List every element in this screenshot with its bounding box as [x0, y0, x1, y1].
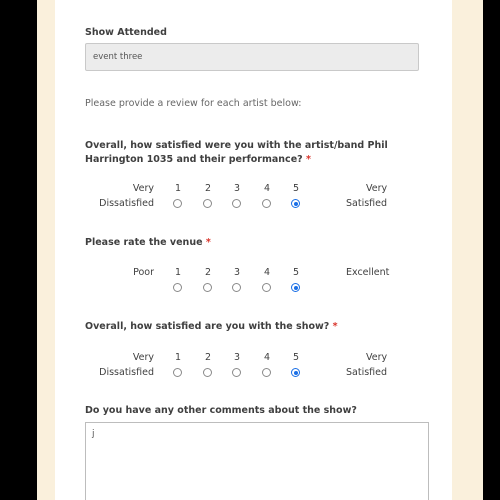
question-2-scale	[0, 265, 500, 299]
radio-q2-option-5[interactable]	[291, 283, 300, 292]
scale-number: 4	[263, 183, 271, 194]
comments-label: Do you have any other comments about the show?	[85, 405, 357, 416]
required-asterisk: *	[205, 237, 211, 248]
question-1-title-line2	[85, 152, 311, 167]
scale-left-label-2: Dissatisfied	[99, 198, 154, 209]
scale-number: 2	[204, 183, 212, 194]
radio-q3-option-4[interactable]	[262, 368, 271, 377]
required-asterisk: *	[332, 321, 338, 332]
question-1-line2: Harrington 1035 and their performance?	[85, 154, 303, 165]
scale-number: 1	[174, 352, 182, 363]
question-1-line1: Overall, how satisfied were you with the artist/band Phil	[85, 140, 388, 151]
question-3-line1: Overall, how satisfied are you with the show?	[85, 321, 330, 332]
question-3-title	[85, 319, 338, 334]
question-1-scale	[0, 181, 500, 215]
scale-left-label: Very	[132, 183, 154, 194]
scale-number: 1	[174, 183, 182, 194]
radio-q2-option-2[interactable]	[203, 283, 212, 292]
scale-right-label-2: Satisfied	[346, 367, 388, 378]
scale-left-label: Poor	[133, 267, 154, 278]
radio-q2-option-1[interactable]	[173, 283, 182, 292]
scale-number: 3	[233, 267, 241, 278]
radio-q1-option-3[interactable]	[232, 199, 241, 208]
scale-number: 4	[263, 267, 271, 278]
scale-right-label: Very	[366, 352, 388, 363]
scale-number: 1	[174, 267, 182, 278]
scale-number: 3	[233, 352, 241, 363]
scale-right-label: Very	[366, 183, 388, 194]
scale-number: 5	[292, 267, 300, 278]
required-asterisk: *	[305, 154, 311, 165]
radio-q2-option-4[interactable]	[262, 283, 271, 292]
left-side-band	[37, 0, 55, 500]
question-3-scale	[0, 350, 500, 384]
scale-left-label-2: Dissatisfied	[99, 367, 154, 378]
show-attended-field[interactable]: event three	[85, 43, 419, 71]
question-2-title	[85, 235, 211, 250]
question-1-title	[85, 138, 388, 153]
scale-left-label: Very	[132, 352, 154, 363]
radio-q3-option-1[interactable]	[173, 368, 182, 377]
radio-q2-option-3[interactable]	[232, 283, 241, 292]
scale-number: 2	[204, 352, 212, 363]
radio-q1-option-1[interactable]	[173, 199, 182, 208]
scale-right-label: Excellent	[346, 267, 390, 278]
radio-q1-option-5[interactable]	[291, 199, 300, 208]
radio-q3-option-2[interactable]	[203, 368, 212, 377]
scale-number: 2	[204, 267, 212, 278]
scale-number: 3	[233, 183, 241, 194]
right-side-band	[452, 0, 483, 500]
scale-number: 5	[292, 183, 300, 194]
radio-q3-option-5[interactable]	[291, 368, 300, 377]
radio-q3-option-3[interactable]	[232, 368, 241, 377]
radio-q1-option-4[interactable]	[262, 199, 271, 208]
radio-q1-option-2[interactable]	[203, 199, 212, 208]
scale-number: 5	[292, 352, 300, 363]
question-2-line1: Please rate the venue	[85, 237, 203, 248]
scale-right-label-2: Satisfied	[346, 198, 388, 209]
comments-textarea[interactable]: j	[85, 422, 429, 500]
review-intro-text: Please provide a review for each artist below:	[85, 98, 302, 109]
show-attended-label: Show Attended	[85, 27, 167, 38]
scale-number: 4	[263, 352, 271, 363]
